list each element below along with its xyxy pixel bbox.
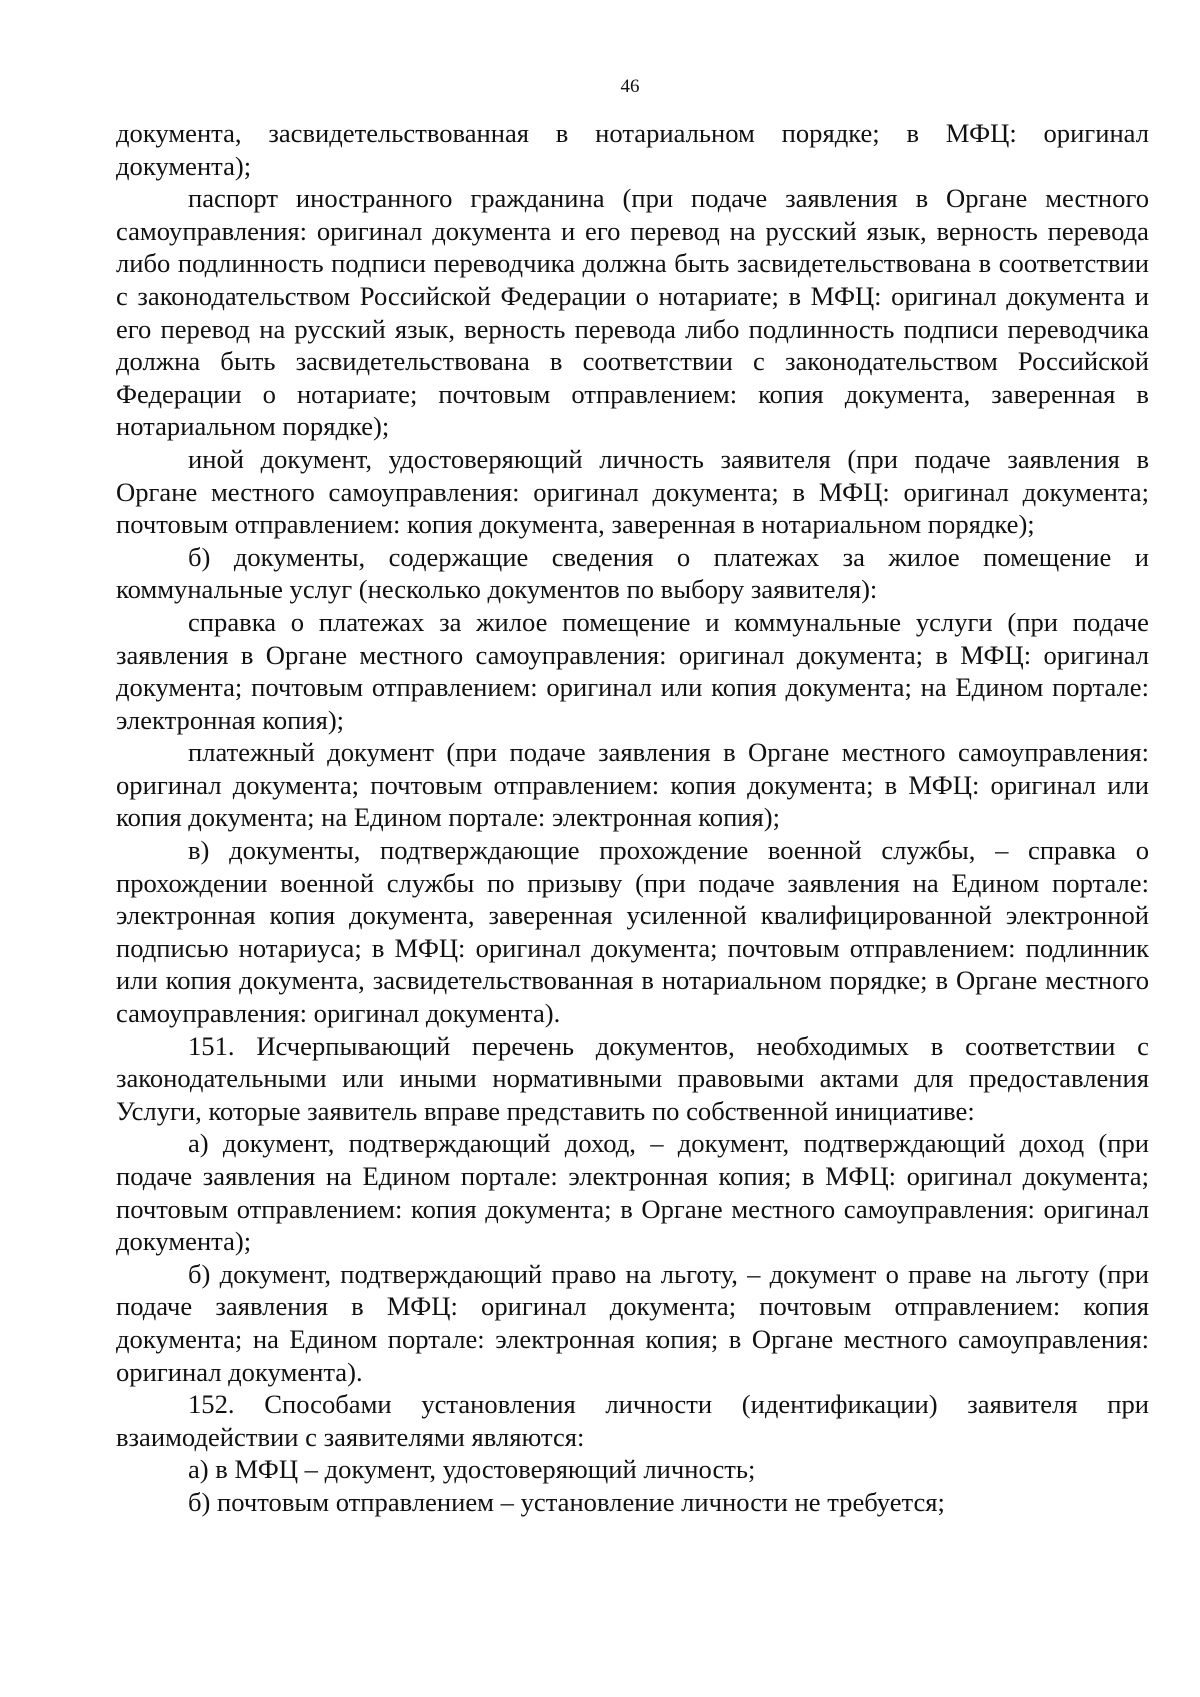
paragraph-payments-certificate: справка о платежах за жилое помещение и коммунальные услуги (при подаче заявления в Органе местного самоуправления: оригинал документа; в МФЦ: оригинал документа; почтовым отправлением: оригинал или копия документа; на Едином портале: электронная копия); xyxy=(116,606,1149,735)
paragraph-foreign-passport: паспорт иностранного гражданина (при подаче заявления в Органе местного самоуправления: оригинал документа и его перевод на русский язык, верность перевода либо подлинность подписи переводчика должна быть засвидетельствована в соответствии с законодательством Российской Федерации о нотариате; в МФЦ: оригинал документа и его перевод на русский язык, верность перевода либо подлинность подписи переводчика должна быть засвидетельствована в соответствии с законодательством Российской Федерации о нотариате; почтовым отправлением: копия документа, заверенная в нотариальном порядке); xyxy=(116,183,1149,442)
paragraph-item-b-benefit: б) документ, подтверждающий право на льготу, – документ о праве на льготу (при подаче заявления в МФЦ: оригинал документа; почтовым отправлением: копия документа; на Едином портале: электронная копия; в Органе местного самоуправления: оригинал документа). xyxy=(116,1258,1149,1387)
document-body xyxy=(116,117,1149,1519)
paragraph-151-document-list: 151. Исчерпывающий перечень документов, необходимых в соответствии с законодательными или иными нормативными правовыми актами для предоставления Услуги, которые заявитель вправе представить по собственной инициативе: xyxy=(116,1030,1149,1126)
paragraph-item-a-mfc: а) в МФЦ – документ, удостоверяющий личность; xyxy=(188,1454,756,1485)
paragraph-continuation: документа, засвидетельствованная в нотариальном порядке; в МФЦ: оригинал документа); xyxy=(116,118,1149,181)
paragraph-item-a-income: а) документ, подтверждающий доход, – документ, подтверждающий доход (при подаче заявления на Едином портале: электронная копия; в МФЦ: оригинал документа; почтовым отправлением: копия документа; в Органе местного самоуправления: оригинал документа); xyxy=(116,1128,1149,1257)
paragraph-item-v-military-service: в) документы, подтверждающие прохождение военной службы, – справка о прохождении военной службы по призыву (при подаче заявления на Едином портале: электронная копия документа, заверенная усиленной квалифицированной электронной подписью нотариуса; в МФЦ: оригинал документа; почтовым отправлением: подлинник или копия документа, засвидетельствованная в нотариальном порядке; в Органе местного самоуправления: оригинал документа). xyxy=(116,835,1149,1029)
paragraph-item-b-payments: б) документы, содержащие сведения о платежах за жилое помещение и коммунальные услуг (несколько документов по выбору заявителя): xyxy=(116,541,1149,605)
paragraph-item-b-postal: б) почтовым отправлением – установление личности не требуется; xyxy=(188,1486,945,1517)
paragraph-other-id-document: иной документ, удостоверяющий личность заявителя (при подаче заявления в Органе местного самоуправления: оригинал документа; в МФЦ: оригинал документа; почтовым отправлением: копия документа, заверенная в нотариальном порядке); xyxy=(116,443,1149,540)
page-number: 46 xyxy=(620,76,640,97)
paragraph-payment-document: платежный документ (при подаче заявления в Органе местного самоуправления: оригинал документа; почтовым отправлением: копия документа; в МФЦ: оригинал или копия документа; на Едином портале: электронная копия); xyxy=(116,737,1149,833)
paragraph-152-identification: 152. Способами установления личности (идентификации) заявителя при взаимодействии с заявителями являются: xyxy=(116,1389,1149,1452)
